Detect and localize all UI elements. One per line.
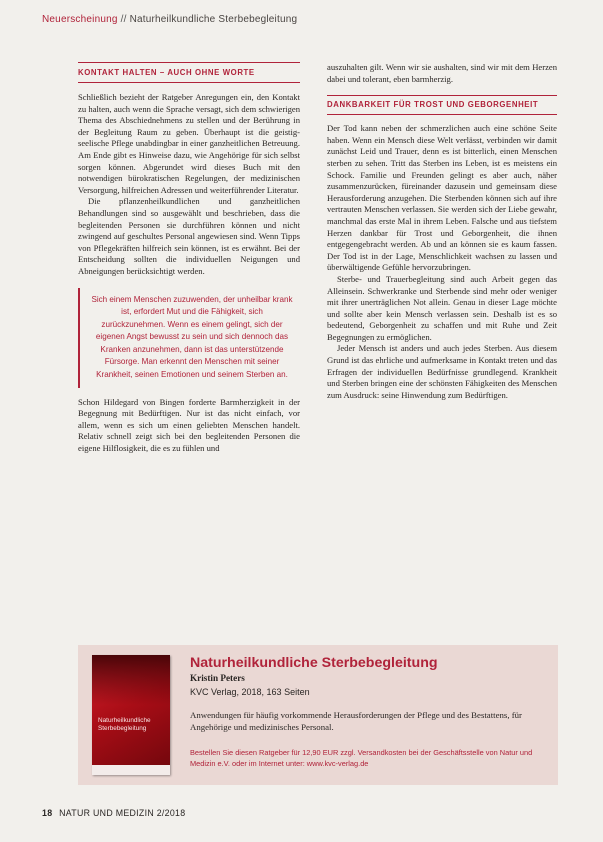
paragraph: Schon Hildegard von Bingen forderte Barmherzigkeit in der Begegnung mit Bedürftigen. Nur ist das nicht einfach, vor allem, wenn es sich um einen geliebten Menschen handelt. Relativ schnell zeigt sich bei den begleitenden Personen die eigene Hilflosigkeit, die es zu fühlen und: [78, 396, 300, 454]
paragraph: Die pflanzenheilkundlichen und ganzheitlichen Behandlungen sind so ausgewählt und beschrieben, dass die begleitenden Personen sie durchführen können und nicht zwingend auf geschultes Personal angewiesen sind. Wenn Tipps von Pflegekräften hilfreich sein können, ist es erwähnt. Bei der Entscheidung sollten die individuellen Neigungen und Abneigungen berücksichtigt werden.: [78, 196, 300, 276]
paragraph: Schließlich bezieht der Ratgeber Anregungen ein, den Kontakt zu halten, auch wenn die Sprache versagt, sich dem schwierigen Thema des Abschiednehmens zu stellen und der Berührung in der Begleitung Raum zu geben. Überhaupt ist die geistig-seelische Pflege unabdingbar in einer ganzheitlichen Betreuung. Am Ende gibt es Hinweise dazu, wie Angehörige für sich selbst sorgen können. Abgerundet wird dieses Buch mit den notwendigen bürokratischen Regelungen, der medizinischen Versorgung, hilfreichen Adressen und weiterführender Literatur.: [78, 92, 300, 195]
book-publisher: KVC Verlag, 2018, 163 Seiten: [190, 687, 310, 697]
header-category: Neuerscheinung: [42, 14, 118, 25]
paragraph: Sterbe- und Trauerbegleitung sind auch Arbeit gegen das Alleinsein. Schwerkranke und Sterbende sind mehr oder weniger mit ihrer unerträglichen Not allein. Genau in dieser Lage möchte und sollte aber kein Mensch verlassen sein. Deshalb ist es so bedeutend, Geborgenheit zu schaffen und mit Ruhe und Zeit Begegnungen zu ermöglichen.: [327, 273, 557, 342]
header-separator: //: [120, 14, 127, 25]
section-heading-dankbarkeit: DANKBARKEIT FÜR TROST UND GEBORGENHEIT: [327, 96, 557, 115]
book-order-info: Bestellen Sie diesen Ratgeber für 12,90 EUR zzgl. Versandkosten bei der Geschäftsstelle von Natur und Medizin e.V. oder im Internet unter: www.kvc-verlag.de: [190, 748, 533, 768]
left-column: [78, 62, 300, 455]
book-cover-title: Naturheilkundliche Sterbebegleitung: [98, 717, 151, 732]
paragraph: Der Tod kann neben der schmerzlichen auch eine schöne Seite haben. Wenn ein Mensch diese Welt verlässt, verbinden wir damit zunächst Leid und Trauer, denn es ist bitterlich, einen Menschen sterben zu sehen. Tritt das Sterben ins Leben, ist es meistens ein Schock. Familie und Freunden gelingt es aber auch, näher zusammenzurücken, füreinander dazusein und gemeinsam diese Herausforderung anzugehen. Die Sterbenden können sich auf ihre vertrauten Menschen verlassen. Sie werden sich der Liebe gewahr, manchmal das erste Mal in ihrem Leben. Falsche und aus tiefstem Herzen dankbar für Trost und Geborgenheit, die ihnen entgegengebracht werden. Ab und an können sie es kaum fassen. Der Tod ist in der Lage, Menschlichkeit wachsen zu lassen und überwältigende Gefühle hervorzubringen.: [327, 123, 557, 273]
page-footer: [42, 808, 185, 818]
publication-name: NATUR UND MEDIZIN 2/2018: [59, 808, 186, 818]
book-author: Kristin Peters: [190, 673, 245, 683]
right-column: [327, 62, 557, 401]
page-number: 18: [42, 808, 53, 818]
book-info-box: [78, 645, 558, 785]
book-description: Anwendungen für häufig vorkommende Herausforderungen der Pflege und des Bestattens, für Angehörige und medizinisches Personal.: [190, 710, 522, 732]
page-header: [42, 14, 562, 25]
pull-quote: Sich einem Menschen zuzuwenden, der unheilbar krank ist, erfordert Mut und die Fähigkeit, sich zurückzunehmen. Wenn es einem gelingt, sich der eigenen Angst bewusst zu sein und sich dennoch das Kranken anzunehmen, dann ist das unterstützende Fürsorge. Man erkennt den Menschen mit seiner Krankheit, seinen Emotionen und seinem Sterben an.: [78, 288, 300, 388]
book-title: Naturheilkundliche Sterbebegleitung: [190, 655, 438, 671]
header-topic: Naturheilkundliche Sterbebegleitung: [129, 14, 298, 25]
paragraph: auszuhalten gilt. Wenn wir sie aushalten, sind wir mit dem Herzen dabei und tolerant, eben barmherzig.: [327, 62, 557, 84]
section-heading-kontakt: KONTAKT HALTEN – AUCH OHNE WORTE: [78, 63, 300, 83]
book-cover-image: [92, 655, 170, 775]
book-cover-logo-strip: [92, 765, 170, 775]
paragraph: Jeder Mensch ist anders und auch jedes Sterben. Aus diesem Grund ist das ehrliche und aufmerksame in Kontakt treten und das Erfragen der individuellen Bedürfnisse grundlegend. Krankheit und Sterben bringen eine der schönsten Fähigkeiten des Menschen zum Ausdruck: seine Hinwendung zum Bedürftigen.: [327, 343, 557, 400]
